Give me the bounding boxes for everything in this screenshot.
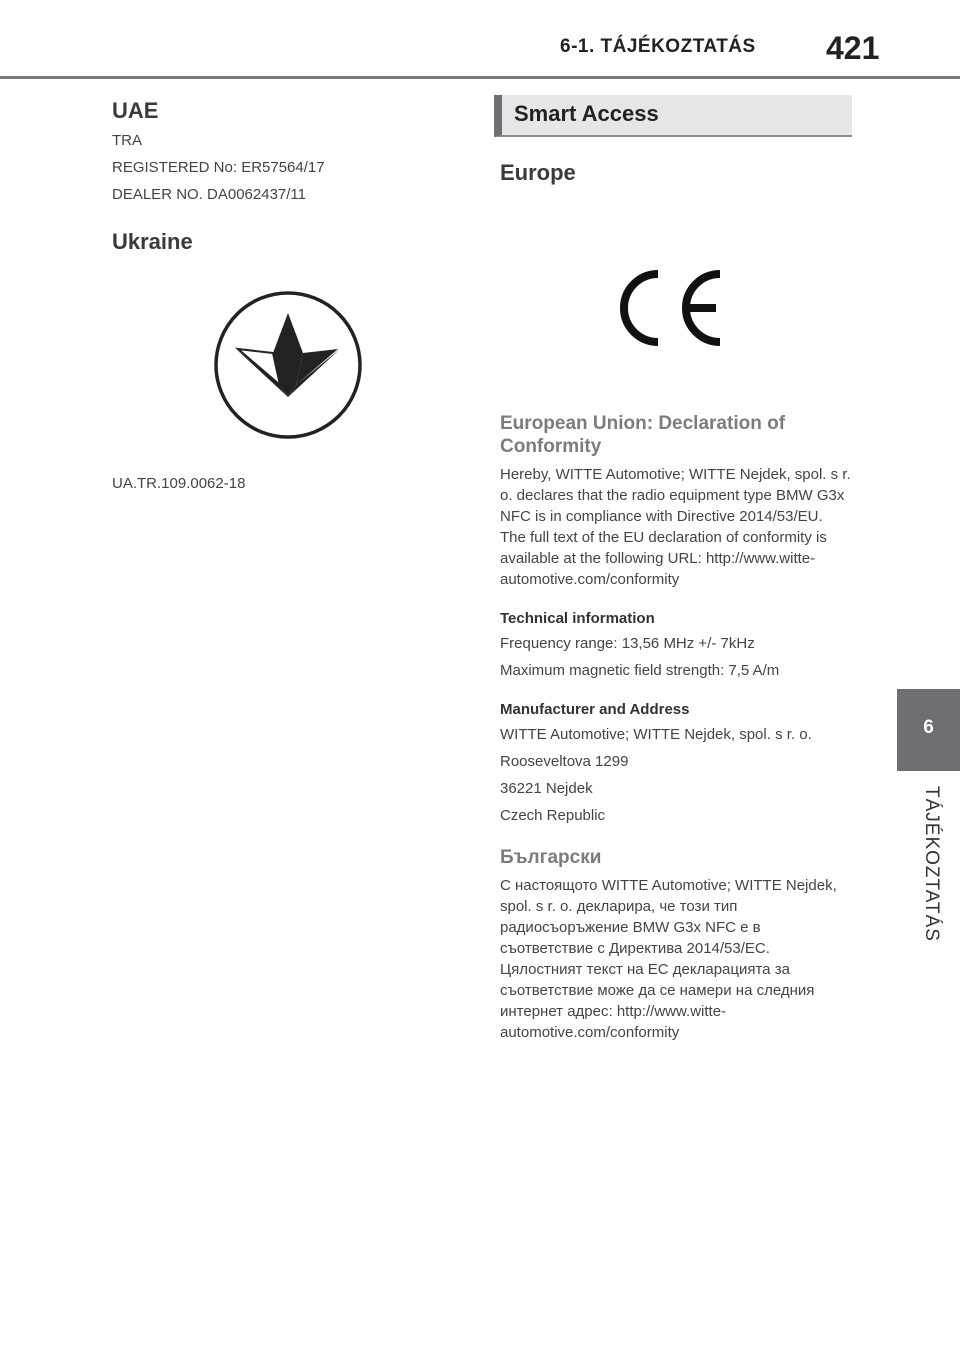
chapter-tab-number: 6 [923, 717, 934, 738]
uae-line-2: REGISTERED No: ER57564/17 [112, 159, 325, 176]
technical-info-heading: Technical information [500, 610, 655, 627]
right-column [500, 160, 852, 1043]
eu-declaration-text: Hereby, WITTE Automotive; WITTE Nejdek, spol. s r. o. declares that the radio equipment type BMW G3x NFC is in compliance with Directive 2014/53/EU. The full text of the EU declaration of conformity is available at the following URL: http://www.witte-automotive.com/conformity [500, 466, 851, 588]
manufacturer-line-1: WITTE Automotive; WITTE Nejdek, spol. s r. o. [500, 726, 812, 743]
manufacturer-heading: Manufacturer and Address [500, 701, 690, 718]
bulgarian-text: С настоящото WITTE Automotive; WITTE Nejdek, spol. s r. o. декларира, че този тип радиосъоръжение BMW G3x NFC е в съответствие с Директива 2014/53/ЕС. Цялостният текст на ЕС декларацията за съответствие може да се намери на следния интернет адрес: http://www.witte-automotive.com/conformity [500, 877, 837, 1041]
uae-line-3: DEALER NO. DA0062437/11 [112, 186, 306, 203]
ukraine-code: UA.TR.109.0062-18 [112, 475, 246, 492]
ukraine-conformity-mark-icon [208, 285, 368, 445]
chapter-title: 6-1. TÁJÉKOZTATÁS [560, 36, 756, 57]
smart-access-title: Smart Access [514, 101, 659, 126]
ukraine-heading: Ukraine [112, 229, 193, 254]
manufacturer-line-4: Czech Republic [500, 807, 606, 824]
manufacturer-line-3: 36221 Nejdek [500, 780, 593, 797]
left-column [112, 98, 462, 494]
chapter-side-label: TÁJÉKOZTATÁS [921, 786, 942, 942]
tech-frequency: Frequency range: 13,56 MHz +/- 7kHz [500, 635, 755, 652]
ce-mark-area [500, 192, 852, 412]
uae-line-1: TRA [112, 132, 142, 149]
smart-access-bar [494, 95, 852, 137]
uae-heading: UAE [112, 98, 159, 123]
chapter-tab[interactable] [897, 689, 960, 771]
bulgarian-heading: Български [500, 847, 602, 868]
europe-heading: Europe [500, 160, 576, 185]
ukraine-mark-area [112, 261, 462, 457]
eu-declaration-heading: European Union: Declaration of Conformity [500, 413, 786, 457]
header-divider [0, 76, 960, 79]
manufacturer-line-2: Rooseveltova 1299 [500, 753, 629, 770]
page-number: 421 [826, 30, 880, 66]
ce-mark-icon [620, 268, 730, 348]
tech-field-strength: Maximum magnetic field strength: 7,5 A/m [500, 662, 780, 679]
